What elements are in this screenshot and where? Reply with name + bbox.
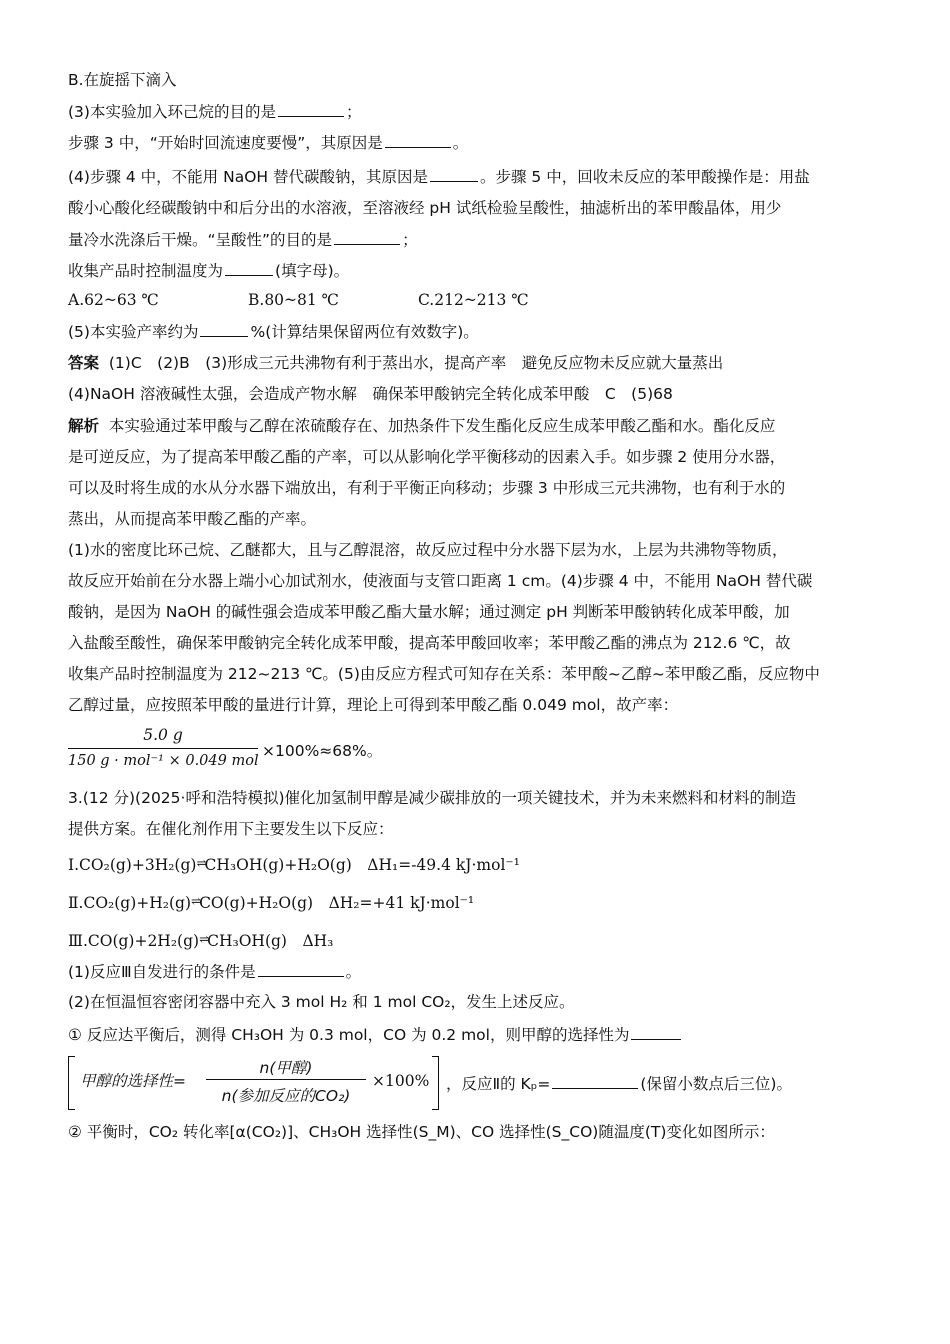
reaction-rhs: CH₃OH(g) ΔH₃	[207, 932, 334, 950]
q-text: 收集产品时控制温度为	[68, 262, 224, 280]
q-text: (5)本实验产率约为	[68, 323, 199, 341]
reaction-rhs: CH₃OH(g)+H₂O(g) ΔH₁=-49.4 kJ·mol⁻¹	[204, 856, 520, 874]
reaction-1	[68, 853, 880, 875]
equilibrium-arrow-icon: ⇌	[196, 856, 205, 870]
fraction-bar	[206, 1079, 366, 1080]
analysis-line-3: 可以及时将生成的水从分水器下端放出，有利于平衡正向移动；步骤 3 中形成三元共沸物，也有利于水的	[68, 479, 786, 497]
q-text: ；	[345, 103, 362, 121]
answer-blank	[334, 229, 400, 245]
answer-blank	[278, 101, 344, 117]
temp-line	[68, 260, 880, 281]
q-text: (填字母)。	[275, 262, 350, 280]
option-b: B.80~81 ℃	[248, 291, 340, 309]
fraction-numerator: 5.0 g	[143, 726, 183, 744]
reaction-3	[68, 929, 880, 951]
equilibrium-arrow-icon: ⇌	[191, 894, 200, 908]
analysis-line-4: 蒸出，从而提高苯甲酸乙酯的产率。	[68, 510, 317, 528]
kp-line	[446, 1073, 876, 1094]
q3-part1	[68, 961, 880, 982]
answer-blank	[385, 132, 451, 148]
selectivity-tail: ×100%	[372, 1072, 430, 1090]
q-text: (4)步骤 4 中，不能用 NaOH 替代碳酸钠，其原因是	[68, 168, 428, 186]
q3-part2: (2)在恒温恒容密闭容器中充入 3 mol H₂ 和 1 mol CO₂，发生上述反应。	[68, 993, 575, 1011]
q3-part2-1	[68, 1024, 880, 1045]
q5-line	[68, 321, 880, 342]
yield-fraction	[68, 726, 268, 776]
step3-line	[68, 132, 880, 153]
fraction-bar	[68, 748, 258, 749]
left-bracket	[68, 1056, 75, 1110]
q4-line-3	[68, 229, 880, 250]
q-text: 。	[345, 963, 362, 981]
fraction-denominator: 150 g · mol⁻¹ × 0.049 mol	[68, 753, 259, 769]
yield-result: ×100%≈68%。	[262, 742, 383, 760]
q-text: 。步骤 5 中，回收未反应的苯甲酸操作是：用盐	[479, 168, 810, 186]
fraction-denominator: n(参加反应的CO₂)	[221, 1087, 351, 1105]
q3-part2-2: ② 平衡时，CO₂ 转化率[α(CO₂)]、CH₃OH 选择性(S_M)、CO 选择性(S_CO)随温度(T)变化如图所示：	[68, 1123, 775, 1141]
q-text: 量冷水洗涤后干燥。“呈酸性”的目的是	[68, 231, 333, 249]
q3-intro-2: 提供方案。在催化剂作用下主要发生以下反应：	[68, 820, 394, 838]
q-text: (1)反应Ⅲ自发进行的条件是	[68, 963, 256, 981]
reaction-2	[68, 891, 880, 913]
q-text: 步骤 3 中，“开始时回流速度要慢”，其原因是	[68, 134, 383, 152]
analysis-line-2: 是可逆反应，为了提高苯甲酸乙酯的产率，可以从影响化学平衡移动的因素入手。如步骤 2 使用分水器，	[68, 448, 786, 466]
equilibrium-arrow-icon: ⇌	[199, 932, 208, 946]
right-bracket	[432, 1056, 439, 1110]
options-line	[68, 290, 880, 310]
answer-line-1	[68, 353, 880, 373]
reaction-rhs: CO(g)+H₂O(g) ΔH₂=+41 kJ·mol⁻¹	[199, 894, 475, 912]
answer-blank	[552, 1073, 638, 1089]
analysis-line-5: (1)水的密度比环己烷、乙醚都大，且与乙醇混溶，故反应过程中分水器下层为水，上层为共沸物等物质，	[68, 541, 788, 559]
answer-blank	[225, 260, 273, 276]
q-text: ① 反应达平衡后，测得 CH₃OH 为 0.3 mol，CO 为 0.2 mol，则甲醇的选择性为	[68, 1026, 630, 1044]
answer-blank	[430, 166, 478, 182]
q-text: (3)本实验加入环己烷的目的是	[68, 103, 276, 121]
q-text: %(计算结果保留两位有效数字)。	[250, 323, 479, 341]
reaction-lhs: Ⅲ.CO(g)+2H₂(g)	[68, 932, 200, 950]
q-text: 。	[452, 134, 469, 152]
answer-text: (1)C (2)B (3)形成三元共沸物有利于蒸出水，提高产率 避免反应物未反应就大量蒸出	[108, 354, 724, 372]
q3-intro-1: 3.(12 分)(2025·呼和浩特模拟)催化加氢制甲醇是减少碳排放的一项关键技术，并为未来燃料和材料的制造	[68, 789, 797, 807]
option-a: A.62~63 ℃	[68, 291, 159, 309]
analysis-line-1	[68, 416, 880, 436]
reaction-lhs: Ⅰ.CO₂(g)+3H₂(g)	[68, 856, 197, 874]
analysis-line-7: 酸钠，是因为 NaOH 的碱性强会造成苯甲酸乙酯大量水解；通过测定 pH 判断苯甲酸钠转化成苯甲酸，加	[68, 603, 790, 621]
selectivity-fraction	[206, 1056, 376, 1106]
q-text: ；	[402, 231, 418, 249]
answer-line-2: (4)NaOH 溶液碱性太强，会造成产物水解 确保苯甲酸钠完全转化成苯甲酸 C (5)68	[68, 385, 673, 403]
option-b-text: B.在旋摇下滴入	[68, 71, 177, 89]
analysis-line-9: 收集产品时控制温度为 212~213 ℃。(5)由反应方程式可知存在关系：苯甲酸~乙醇~苯甲酸乙酯，反应物中	[68, 665, 820, 683]
q-text: ，反应Ⅱ的 Kₚ=	[446, 1075, 551, 1093]
answer-blank	[200, 321, 248, 337]
answer-blank	[631, 1024, 681, 1040]
q4-line	[68, 166, 880, 187]
analysis-line-10: 乙醇过量，应按照苯甲酸的量进行计算，理论上可得到苯甲酸乙酯 0.049 mol，故产率：	[68, 696, 679, 714]
reaction-lhs: Ⅱ.CO₂(g)+H₂(g)	[68, 894, 191, 912]
q-text: (保留小数点后三位)。	[640, 1075, 792, 1093]
analysis-line-8: 入盐酸至酸性，确保苯甲酸钠完全转化成苯甲酸，提高苯甲酸回收率；苯甲酸乙酯的沸点为 212.6 ℃，故	[68, 634, 791, 652]
answer-label: 答案	[68, 354, 100, 372]
fraction-numerator: n(甲醇)	[259, 1059, 313, 1077]
q4-line-2: 酸小心酸化经碳酸钠中和后分出的水溶液，至溶液经 pH 试纸检验呈酸性，抽滤析出的苯甲酸晶体，用少	[68, 199, 782, 217]
option-c: C.212~213 ℃	[418, 291, 529, 309]
analysis-label: 解析	[68, 417, 100, 435]
selectivity-lhs: 甲醇的选择性=	[80, 1072, 186, 1090]
answer-blank	[258, 961, 344, 977]
q3-sub3-line	[68, 101, 880, 122]
analysis-line-6: 故反应开始前在分水器上端小心加试剂水，使液面与支管口距离 1 cm。(4)步骤 4 中，不能用 NaOH 替代碳	[68, 572, 813, 590]
analysis-text: 本实验通过苯甲酸与乙醇在浓硫酸存在、加热条件下发生酯化反应生成苯甲酸乙酯和水。酯化反应	[108, 417, 776, 435]
